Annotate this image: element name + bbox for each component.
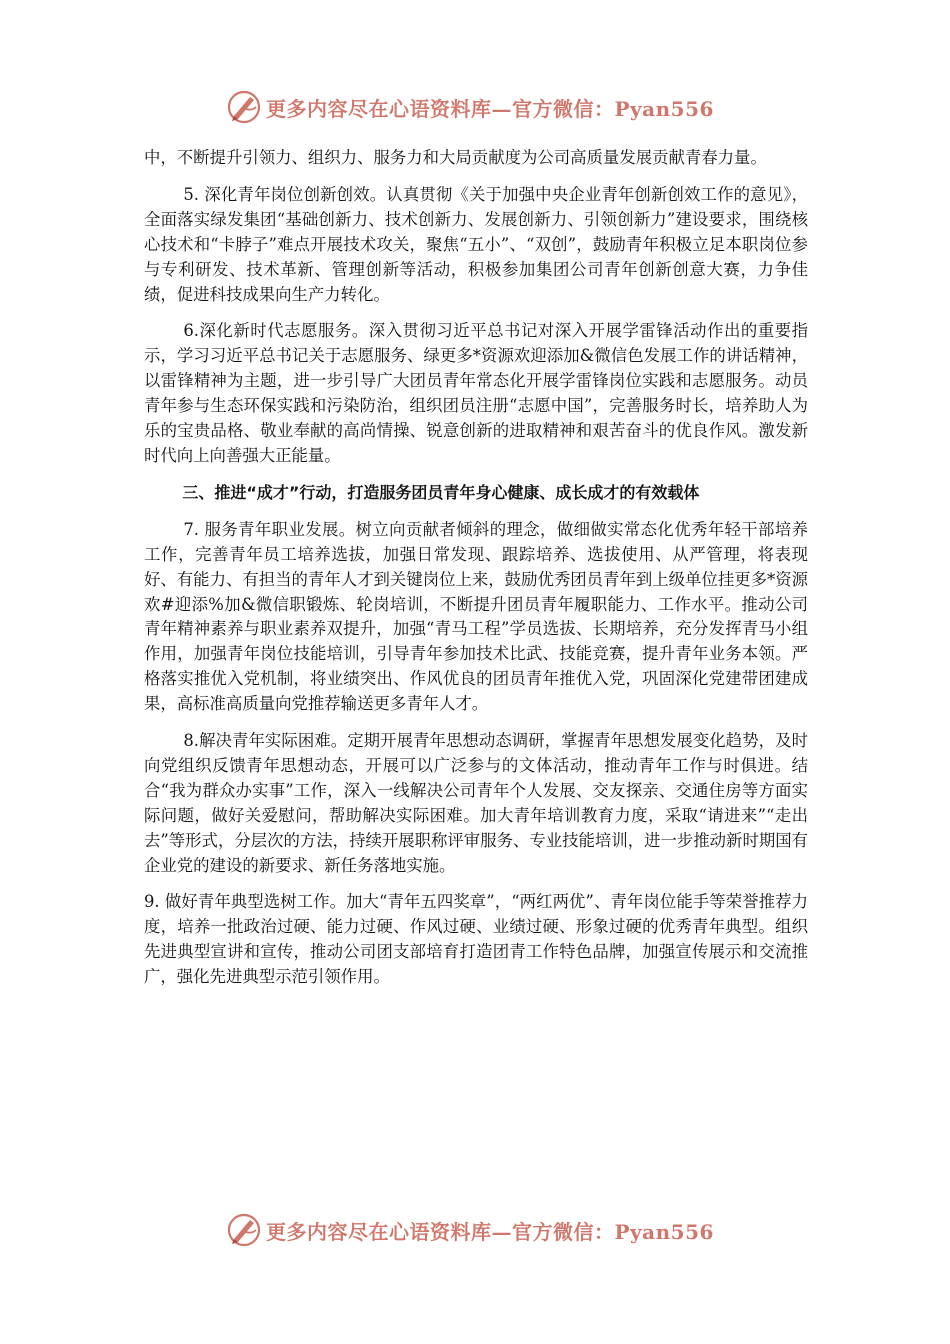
paragraph-item-7: 7. 服务青年职业发展。树立向贡献者倾斜的理念，做细做实常态化优秀年轻干部培养工作，完善青年员工培养选拔，加强日常发现、跟踪培养、选拔使用、从严管理，将表现好、有能力、有担当的青年人才到关键岗位上来，鼓励优秀团员青年到上级单位挂更多*资源欢#迎添%加&微信职锻炼、轮岗培训，不断提升团员青年履职能力、工作水平。推动公司青年精神素养与职业素养双提升，加强“青马工程”学员选拔、长期培养，充分发挥青马小组作用，加强青年岗位技能培训，引导青年参加技术比武、技能竞赛，提升青年业务本领。严格落实推优入党机制，将业绩突出、作风优良的团员青年推优入党，巩固深化党建带团建成果，高标准高质量向党推荐输送更多青年人才。 [144,519,808,714]
pen-logo-icon [226,1212,262,1248]
paragraph-item-9: 9. 做好青年典型选树工作。加大“青年五四奖章”，“两红两优”、青年岗位能手等荣誉推荐力度，培养一批政治过硬、能力过硬、作风过硬、业绩过硬、形象过硬的优秀青年典型。组织先进典型宣讲和宣传，推动公司团支部培育打造团青工作特色品牌，加强宣传展示和交流推广，强化先进典型示范引领作用。 [144,892,808,987]
paragraph-item-8: 8.解决青年实际困难。定期开展青年思想动态调研，掌握青年思想发展变化趋势，及时向党组织反馈青年思想动态，开展可以广泛参与的文体活动，推动青年工作与时俱进。结合“我为群众办实事”工作，深入一线解决公司青年个人发展、交友探亲、交通住房等方面实际问题，做好关爱慰问，帮助解决实际困难。加大青年培训教育力度，采取“请进来”“走出去”等形式，分层次的方法，持续开展职称评审服务、专业技能培训，进一步推动新时期国有企业党的建设的新要求、新任务落地实施。 [144,731,809,875]
section-heading: 三、推进“成才”行动，打造服务团员青年身心健康、成长成才的有效载体 [182,482,700,502]
banner-text: 更多内容尽在心语资料库—官方微信：Pyan556 [266,96,714,121]
footer-banner [226,1210,714,1250]
paragraph-continuation: 中，不断提升引领力、组织力、服务力和大局贡献度为公司高质量发展贡献青春力量。 [144,148,767,167]
document-body [144,146,808,1002]
paragraph-item-6: 6.深化新时代志愿服务。深入贯彻习近平总书记对深入开展学雷锋活动作出的重要指示，学习习近平总书记关于志愿服务、绿更多*资源欢迎添加&微信色发展工作的讲话精神，以雷锋精神为主题，进一步引导广大团员青年常态化开展学雷锋岗位实践和志愿服务。动员青年参与生态环保实践和污染防治，组织团员注册“志愿中国”，完善服务时长，培养助人为乐的宝贵品格、敬业奉献的高尚情操、锐意创新的进取精神和艰苦奋斗的优良作风。激发新时代向上向善强大正能量。 [144,321,808,465]
paragraph-item-5: 5. 深化青年岗位创新创效。认真贯彻《关于加强中央企业青年创新创效工作的意见》，全面落实绿发集团“基础创新力、技术创新力、发展创新力、引领创新力”建设要求，围绕核心技术和“卡脖子”难点开展技术攻关，聚焦“五小”、“双创”，鼓励青年积极立足本职岗位参与专利研发、技术革新、管理创新等活动，积极参加集团公司青年创新创意大赛，力争佳绩，促进科技成果向生产力转化。 [144,184,808,304]
header-banner [226,87,714,127]
pen-logo-icon [226,89,262,125]
banner-text: 更多内容尽在心语资料库—官方微信：Pyan556 [266,1219,714,1244]
